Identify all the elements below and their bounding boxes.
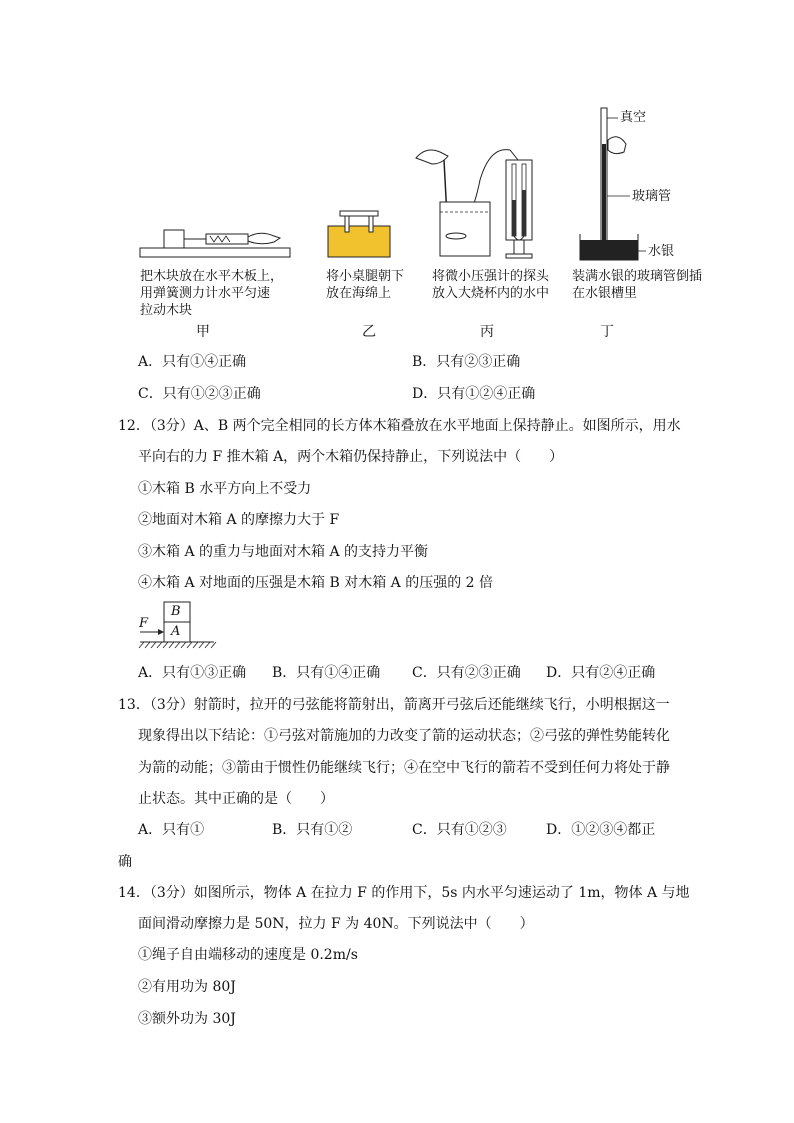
figure-jia-label: 甲 bbox=[196, 324, 210, 340]
q12-box-a-label: A bbox=[171, 624, 181, 639]
figure-yi-drawing bbox=[326, 210, 392, 260]
vacuum-label: 真空 bbox=[620, 110, 647, 125]
figure-bing-caption: 将微小压强计的探头 放入大烧杯内的水中 bbox=[432, 269, 550, 301]
q12-stem-line2: 平向右的力 F 推木箱 A，两个木箱仍保持静止，下列说法中（ ） bbox=[138, 449, 564, 465]
q12-statement-1: ①木箱 B 水平方向上不受力 bbox=[138, 481, 312, 497]
q14-line1: 14．（3分）如图所示，物体 A 在拉力 F 的作用下，5s 内水平匀速运动了 1m，物体 A 与地 bbox=[118, 885, 690, 901]
figure-bing-drawing bbox=[410, 140, 550, 262]
q13-option-a: A．只有① bbox=[138, 822, 205, 838]
figure-bing-label: 丙 bbox=[480, 324, 494, 340]
q12-option-b: B．只有①④正确 bbox=[272, 665, 381, 681]
q14-statement-3: ③额外功为 30J bbox=[138, 1011, 236, 1027]
q11-option-b: B．只有②③正确 bbox=[412, 354, 521, 370]
q13-option-d: D．①②③④都正 bbox=[546, 822, 656, 838]
q12-option-a: A．只有①③正确 bbox=[138, 665, 247, 681]
q14-line2: 面间滑动摩擦力是 50N，拉力 F 为 40N。下列说法中（ ） bbox=[138, 916, 534, 932]
figure-jia-drawing bbox=[140, 222, 300, 262]
q12-option-c: C．只有②③正确 bbox=[412, 665, 521, 681]
glass-tube-label: 玻璃管 bbox=[632, 189, 672, 204]
figure-ding-label: 丁 bbox=[600, 324, 614, 340]
q12-statement-3: ③木箱 A 的重力与地面对木箱 A 的支持力平衡 bbox=[138, 544, 429, 560]
q13-line2: 现象得出以下结论：①弓弦对箭施加的力改变了箭的运动状态；②弓弦的弹性势能转化 bbox=[138, 728, 670, 744]
figure-yi-caption: 将小桌腿朝下 放在海绵上 bbox=[326, 269, 405, 301]
q13-option-c: C．只有①②③ bbox=[412, 822, 507, 838]
q12-statement-4: ④木箱 A 对地面的压强是木箱 B 对木箱 A 的压强的 2 倍 bbox=[138, 575, 494, 591]
q13-option-b: B．只有①② bbox=[272, 822, 353, 838]
figure-yi-label: 乙 bbox=[362, 324, 376, 340]
q14-statement-2: ②有用功为 80J bbox=[138, 979, 236, 995]
q11-option-d: D．只有①②④正确 bbox=[412, 386, 536, 402]
q14-statement-1: ①绳子自由端移动的速度是 0.2m/s bbox=[138, 947, 358, 963]
q12-stem-line1: 12．（3分）A、B 两个完全相同的长方体木箱叠放在水平地面上保持静止。如图所示，用水 bbox=[118, 418, 681, 434]
figure-ding-caption: 装满水银的玻璃管倒插 在水银槽里 bbox=[572, 269, 703, 301]
q12-force-label: F bbox=[139, 616, 149, 631]
figure-jia-caption: 把木块放在水平木板上， 用弹簧测力计水平匀速 拉动木块 bbox=[140, 269, 284, 318]
q12-statement-2: ②地面对木箱 A 的摩擦力大于 F bbox=[138, 512, 340, 528]
q13-line1: 13．（3分）射箭时，拉开的弓弦能将箭射出，箭离开弓弦后还能继续飞行，小明根据这一 bbox=[118, 697, 670, 713]
mercury-label: 水银 bbox=[648, 244, 675, 259]
q11-option-a: A．只有①④正确 bbox=[138, 354, 247, 370]
q11-option-c: C．只有①②③正确 bbox=[138, 386, 261, 402]
q13-line3: 为箭的动能；③箭由于惯性仍能继续飞行；④在空中飞行的箭若不受到任何力将处于静 bbox=[138, 760, 670, 776]
q12-box-b-label: B bbox=[171, 604, 181, 619]
figure-ding-drawing bbox=[578, 104, 688, 264]
q12-option-d: D．只有②④正确 bbox=[546, 665, 656, 681]
q13-line4: 止状态。其中正确的是（ ） bbox=[138, 791, 334, 807]
q13-option-d-wrap: 确 bbox=[118, 854, 132, 870]
